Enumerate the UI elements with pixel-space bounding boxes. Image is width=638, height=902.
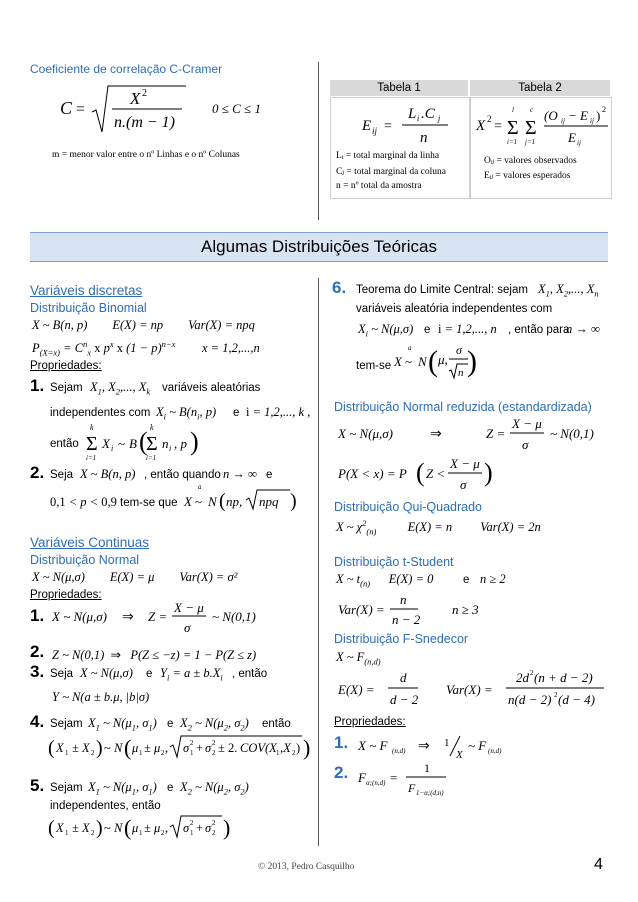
props-continuas: Propriedades:: [30, 589, 102, 601]
svg-text:1: 1: [139, 749, 143, 757]
oij-def: Oᵢⱼ = valores observados: [484, 156, 577, 166]
svg-text:1: 1: [65, 749, 69, 757]
svg-text:E: E: [568, 130, 576, 145]
tlc-text-a: Teorema do Limite Central: sejam: [356, 284, 528, 296]
svg-text:2d: 2d: [516, 670, 529, 685]
tlc-vars: $X_1$, $X_2$,..., $X_n$: [538, 282, 599, 299]
svg-text:1: 1: [276, 749, 280, 757]
svg-text:σ: σ: [460, 477, 467, 492]
svg-text:npq: npq: [259, 494, 279, 509]
svg-text:N: N: [114, 741, 123, 755]
c2-formula: Z ~ N(0,1) ⇒ P(Z ≤ −z) = 1 − P(Z ≤ z): [52, 648, 257, 662]
svg-text:k: k: [90, 423, 94, 432]
svg-text:2: 2: [142, 88, 147, 99]
svg-text:=: =: [76, 101, 86, 118]
svg-text:X: X: [130, 89, 141, 108]
heading-normal-reduzida: Distribuição Normal reduzida (estandardizada): [334, 400, 592, 414]
c5-text-b: e: [167, 782, 174, 794]
svg-text:~ N(0,1): ~ N(0,1): [550, 426, 594, 441]
page-number: 4: [594, 856, 603, 873]
d1-text-d: e: [233, 407, 240, 419]
svg-text:μ: μ: [132, 821, 139, 835]
svg-text:X − μ: X − μ: [450, 456, 480, 471]
svg-text:F: F: [408, 781, 416, 795]
svg-text:E: E: [362, 118, 372, 134]
c5-text-c: independentes, então: [50, 800, 161, 812]
svg-text:~: ~: [405, 354, 413, 369]
main-divider: [318, 278, 319, 846]
svg-text:1: 1: [190, 749, 194, 757]
fsned-dist: X ~ $F_{(n,d)}$: [336, 650, 381, 667]
binomial-pmf-range: x = 1,2,...,n: [202, 341, 260, 355]
svg-text:2: 2: [212, 829, 216, 837]
svg-text:): ): [467, 345, 477, 378]
c4-text-a: Sejam: [50, 718, 83, 730]
c4-text-c: então: [262, 718, 291, 730]
svg-text:,: ,: [165, 821, 169, 835]
svg-text:2: 2: [554, 691, 558, 699]
tstudent-var-formula: [336, 592, 516, 630]
svg-text:(n,d): (n,d): [488, 747, 502, 755]
svg-text:,: ,: [165, 741, 169, 755]
d2-text-b: , então quando: [144, 469, 221, 481]
normal-line: X ~ N(μ,σ) E(X) = μ Var(X) = σ²: [32, 570, 238, 584]
normal-reduzida-formula: [336, 414, 606, 454]
svg-text:): ): [223, 815, 231, 840]
svg-text:2: 2: [487, 114, 492, 124]
item-number-c5: 5.: [30, 776, 45, 795]
c4-text-b: e: [167, 718, 174, 730]
svg-text:σ: σ: [522, 437, 529, 452]
svg-text:~: ~: [118, 436, 126, 451]
svg-text:σ: σ: [205, 741, 212, 755]
c3-text-c: , então: [232, 668, 268, 680]
d1-vars: $X_1$, $X_2$,..., $X_k$: [90, 380, 151, 397]
svg-text:ij: ij: [561, 117, 565, 125]
svg-text:2: 2: [212, 739, 216, 747]
svg-text:=: =: [390, 770, 398, 785]
svg-text:Z <: Z <: [426, 466, 446, 481]
item-number-c3: 3.: [30, 662, 45, 681]
svg-text:α;(n,d): α;(n,d): [366, 779, 386, 787]
heading-discretas: Variáveis discretas: [30, 283, 143, 298]
svg-text:2: 2: [602, 105, 606, 114]
svg-text:±: ±: [144, 821, 151, 835]
svg-text:N: N: [208, 494, 217, 509]
svg-text:(: (: [48, 817, 55, 839]
svg-text:Σ: Σ: [146, 433, 158, 455]
eij-formula: [360, 100, 460, 146]
svg-text:n: n: [420, 130, 428, 146]
item-number-d1: 1.: [30, 376, 45, 395]
svg-text:i: i: [417, 114, 420, 123]
c3-text-a: Seja: [50, 668, 74, 680]
svg-text:a: a: [198, 483, 202, 491]
svg-text:1: 1: [444, 737, 450, 749]
svg-text:⇒: ⇒: [122, 610, 134, 625]
svg-text:~ F: ~ F: [468, 738, 487, 753]
svg-text:np,: np,: [226, 494, 243, 509]
svg-text:±: ±: [144, 741, 151, 755]
svg-text:j=1: j=1: [525, 138, 536, 146]
svg-text:(: (: [124, 815, 132, 840]
fsned-prop1: [356, 734, 536, 762]
tlc-text-e: tem-se: [356, 360, 392, 372]
svg-text:~ N(0,1): ~ N(0,1): [212, 609, 256, 624]
d1-text-b: variáveis aleatórias: [162, 382, 261, 394]
svg-text:,X: ,X: [280, 741, 291, 755]
svg-text:=: =: [384, 119, 392, 134]
item-number-d2: 2.: [30, 463, 45, 482]
heading-binomial: Distribuição Binomial: [30, 301, 147, 315]
svg-text:(: (: [428, 345, 438, 378]
svg-text:B: B: [129, 436, 137, 451]
svg-text:X: X: [184, 494, 192, 509]
d2-text-d: tem-se que: [120, 497, 178, 509]
c3-transform: $Y_i = a \pm b.X_i$: [160, 666, 223, 683]
svg-text:n: n: [162, 436, 169, 451]
svg-text:1: 1: [65, 829, 69, 837]
c3-result: Y ~ N(a ± b.μ, |b|σ): [52, 690, 150, 704]
svg-text:): ): [290, 490, 297, 512]
svg-text:Σ: Σ: [507, 117, 519, 139]
svg-text:1: 1: [190, 829, 194, 837]
svg-text:~: ~: [104, 741, 111, 755]
binomial-line: X ~ B(n, p) E(X) = np Var(X) = npq: [32, 318, 255, 332]
c4-result: [48, 732, 314, 764]
svg-text:1−α;(d,n): 1−α;(d,n): [416, 789, 444, 797]
svg-text:.C: .C: [421, 106, 435, 122]
item-number-r2: 2.: [334, 763, 349, 782]
svg-text:~: ~: [104, 821, 111, 835]
fsned-moments: [336, 668, 612, 712]
svg-text:n.(m − 1): n.(m − 1): [114, 114, 176, 131]
heading-t-student: Distribuição t-Student: [334, 555, 454, 569]
svg-text:E(X) =: E(X) =: [338, 682, 375, 697]
tlc-dist: $X_i$ ~ N(μ,σ): [358, 322, 414, 339]
svg-text:i: i: [169, 444, 172, 453]
svg-text:n − 2: n − 2: [392, 612, 421, 627]
svg-text:X: X: [56, 741, 64, 755]
svg-text:Var(X) =: Var(X) =: [338, 602, 385, 617]
c4-dist1: $X_1$ ~ $N(\mu_1$, $\sigma_1$): [88, 716, 157, 733]
d1-text-a: Sejam: [50, 382, 83, 394]
item-number-r1: 1.: [334, 733, 349, 752]
heading-continuas: Variáveis Continuas: [30, 535, 150, 550]
svg-text:1: 1: [424, 761, 430, 775]
svg-text:±: ±: [72, 821, 79, 835]
top-divider: [318, 62, 319, 220]
svg-text:X: X: [82, 741, 90, 755]
svg-text:2: 2: [190, 819, 194, 827]
svg-text:N: N: [418, 354, 427, 369]
d1-text-e: então: [50, 438, 79, 450]
svg-text:2: 2: [212, 749, 216, 757]
svg-text:σ: σ: [456, 343, 462, 357]
c3-text-b: e: [146, 668, 153, 680]
svg-text:n(d − 2): n(d − 2): [508, 692, 552, 707]
fsned-prop2: [356, 760, 476, 798]
d1-dist: $X_i$ ~ $B(n_i$, p): [156, 405, 217, 422]
tstudent-formula: X ~ $t_{(n)}$ E(X) = 0: [336, 572, 434, 589]
svg-text:± 2.: ± 2.: [218, 741, 238, 755]
svg-text:⇒: ⇒: [430, 427, 442, 442]
heading-qui-quadrado: Distribuição Qui-Quadrado: [334, 500, 482, 514]
props-right: Propriedades:: [334, 716, 406, 728]
svg-text:d − 2: d − 2: [390, 692, 419, 707]
svg-text:ij: ij: [577, 139, 581, 147]
c1-formula: [50, 600, 270, 640]
tlc-limit: n → ∞: [566, 322, 600, 336]
svg-text:i=1: i=1: [146, 454, 157, 462]
item-number-c4: 4.: [30, 712, 45, 731]
d2-range: 0,1 < p < 0,9: [50, 495, 117, 509]
svg-text:(: (: [416, 458, 425, 487]
svg-text:σ: σ: [184, 620, 191, 635]
svg-text:P(X < x) = P: P(X < x) = P: [338, 466, 407, 481]
li-def: Lᵢ = total marginal da linha: [336, 151, 440, 161]
svg-text:1: 1: [139, 829, 143, 837]
svg-text:2: 2: [161, 829, 165, 837]
svg-text:− E: − E: [568, 108, 588, 123]
d2-dist: X ~ B(n, p): [80, 467, 136, 481]
binomial-pmf: $P_{(X=x)} = C^n_x$ x $p^x$ x $(1 - p)^{n-x}$: [32, 339, 176, 358]
n-def: n = nº total da amostra: [336, 181, 422, 191]
svg-text:i=1: i=1: [507, 138, 518, 146]
d2-limit: n → ∞: [223, 467, 257, 481]
svg-text:X: X: [56, 821, 64, 835]
svg-text:μ,: μ,: [438, 352, 448, 367]
svg-text:+: +: [196, 741, 204, 755]
svg-text:i=1: i=1: [86, 454, 97, 462]
d1-index: i = 1,2,..., k ,: [246, 405, 311, 419]
props-discretas: Propriedades:: [30, 360, 102, 372]
svg-text:σ: σ: [183, 741, 190, 755]
svg-text:Σ: Σ: [86, 433, 98, 455]
d2-text-a: Seja: [50, 469, 74, 481]
qui-formula: X ~ $\chi^2_{(n)}$ E(X) = n Var(X) = 2n: [336, 518, 541, 537]
svg-text:Σ: Σ: [525, 117, 537, 139]
c4-dist2: $X_2$ ~ $N(\mu_2$, $\sigma_2$): [180, 716, 249, 733]
svg-text:Z =: Z =: [148, 609, 168, 624]
cramer-note: m = menor valor entre o nº Linhas e o nº Colunas: [52, 150, 240, 160]
svg-text:μ: μ: [154, 741, 161, 755]
svg-text:F: F: [358, 770, 366, 785]
svg-text:d: d: [400, 670, 407, 685]
c5-result: [48, 812, 238, 844]
svg-text:2: 2: [91, 749, 95, 757]
svg-text:L: L: [408, 106, 417, 122]
svg-text:X: X: [102, 436, 110, 451]
svg-text:ij: ij: [590, 117, 594, 125]
svg-text:X − μ: X − μ: [512, 416, 542, 431]
svg-text:⇒: ⇒: [418, 739, 430, 754]
svg-text:σ: σ: [205, 821, 212, 835]
svg-text:(O: (O: [544, 108, 558, 123]
svg-text:σ: σ: [183, 821, 190, 835]
svg-text:μ: μ: [154, 821, 161, 835]
svg-text:): ): [484, 458, 493, 487]
cramer-condition: 0 ≤ C ≤ 1: [212, 101, 261, 116]
svg-text:j: j: [438, 114, 441, 123]
svg-text:Z =: Z =: [486, 426, 506, 441]
svg-text:(: (: [48, 737, 55, 759]
svg-text:a: a: [408, 344, 412, 352]
section-banner: Algumas Distribuições Teóricas: [30, 232, 608, 262]
tlc-text-b: variáveis aleatória independentes com: [356, 303, 553, 315]
footer-copyright: © 2013, Pedro Casquilho: [258, 862, 355, 872]
tlc-index: i = 1,2,..., n: [438, 322, 497, 336]
svg-text:X: X: [456, 749, 463, 761]
svg-text:(n,d): (n,d): [392, 747, 406, 755]
svg-text:=: =: [494, 119, 502, 134]
svg-text:2: 2: [91, 829, 95, 837]
svg-text:X ~ F: X ~ F: [358, 738, 388, 753]
d2-text-c: e: [266, 469, 273, 481]
cramer-title: Coeficiente de correlação C-Cramer: [30, 62, 223, 76]
d2-approx-formula: [184, 480, 304, 514]
svg-text:): ): [96, 817, 103, 839]
svg-text:): ): [596, 108, 601, 123]
svg-text:X − μ: X − μ: [174, 600, 204, 615]
svg-text:(: (: [124, 735, 132, 760]
eij-def: Eᵢⱼ = valores esperados: [484, 171, 571, 181]
svg-text:): ): [190, 427, 199, 456]
svg-text:2: 2: [530, 669, 534, 677]
c5-dist1: $X_1$ ~ $N(\mu_1$, $\sigma_1$): [88, 780, 157, 797]
svg-text:i: i: [111, 444, 114, 453]
tlc-text-c: e: [424, 324, 431, 336]
svg-text:): ): [96, 737, 103, 759]
svg-text:Var(X) =: Var(X) =: [446, 682, 493, 697]
heading-normal: Distribuição Normal: [30, 553, 140, 567]
item-number-c1: 1.: [30, 606, 45, 625]
svg-text:n ≥ 3: n ≥ 3: [452, 602, 479, 617]
c3-dist: X ~ N(μ,σ): [80, 666, 133, 680]
svg-text:±: ±: [72, 741, 79, 755]
svg-text:, p: , p: [174, 436, 187, 451]
svg-text:X: X: [82, 821, 90, 835]
svg-text:2: 2: [190, 739, 194, 747]
svg-text:C: C: [60, 98, 73, 118]
svg-text:n: n: [400, 592, 407, 607]
c5-text-a: Sejam: [50, 782, 83, 794]
svg-text:X: X: [476, 118, 486, 134]
svg-text:2: 2: [292, 749, 296, 757]
svg-text:2: 2: [212, 819, 216, 827]
cj-def: Cⱼ = total marginal da coluna: [336, 167, 446, 177]
svg-text:c: c: [530, 106, 534, 114]
chi-square-formula: [474, 100, 610, 150]
item-number-c2: 2.: [30, 642, 45, 661]
svg-text:(: (: [219, 490, 226, 512]
normal-prob-formula: [336, 454, 536, 494]
cramer-formula: [58, 82, 188, 138]
svg-text:X ~ N(μ,σ): X ~ N(μ,σ): [52, 609, 107, 624]
svg-text:X ~ N(μ,σ): X ~ N(μ,σ): [338, 426, 393, 441]
tstudent-and: e: [463, 574, 470, 586]
d1-text-c: independentes com: [50, 407, 151, 419]
svg-text:~: ~: [195, 494, 203, 509]
item-number-6: 6.: [332, 278, 347, 297]
svg-text:(n + d − 2): (n + d − 2): [534, 670, 593, 685]
svg-text:2: 2: [161, 749, 165, 757]
svg-text:): ): [303, 735, 311, 760]
tab2-header: Tabela 2: [470, 80, 610, 96]
svg-text:n: n: [458, 367, 464, 379]
c5-dist2: $X_2$ ~ $N(\mu_2$, $\sigma_2$): [180, 780, 249, 797]
tlc-text-d: , então para: [508, 324, 570, 336]
svg-text:(d − 4): (d − 4): [558, 692, 595, 707]
d1-sum-formula: [86, 422, 206, 464]
svg-text:+: +: [196, 821, 204, 835]
heading-f-snedecor: Distribuição F-Snedecor: [334, 632, 469, 646]
svg-text:COV(X: COV(X: [240, 741, 277, 755]
svg-text:l: l: [512, 106, 514, 114]
svg-text:k: k: [150, 423, 154, 432]
svg-text:ij: ij: [372, 126, 378, 136]
svg-text:N: N: [114, 821, 123, 835]
tlc-result: [394, 338, 477, 384]
tab1-header: Tabela 1: [330, 80, 468, 96]
svg-text:X: X: [394, 354, 402, 369]
tstudent-condition: n ≥ 2: [480, 572, 506, 586]
svg-text:): ): [296, 741, 301, 755]
svg-text:(: (: [139, 427, 148, 456]
svg-text:μ: μ: [132, 741, 139, 755]
